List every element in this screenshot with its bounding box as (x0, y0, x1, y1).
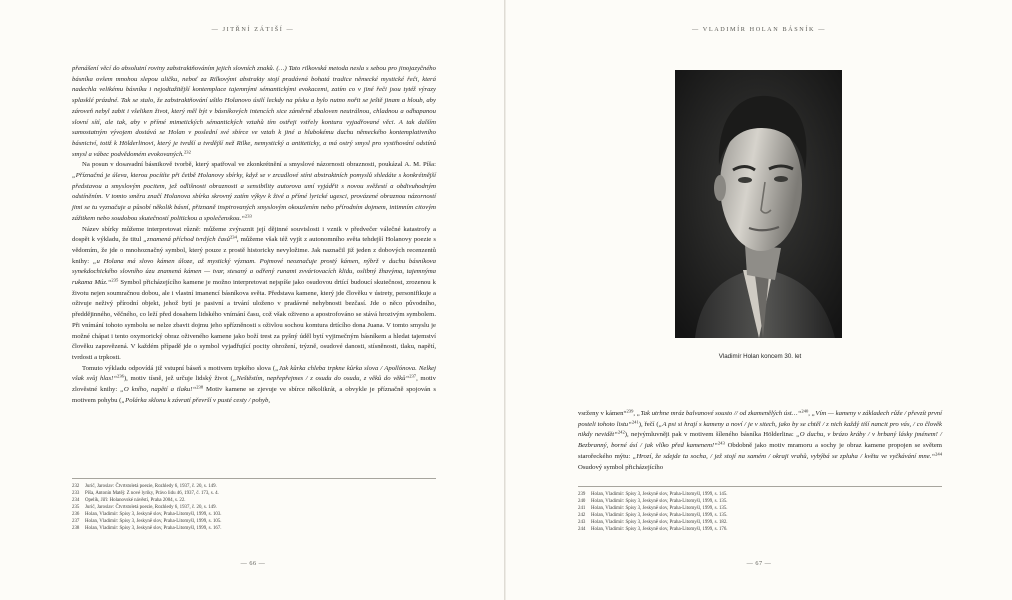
text-run: ), řečí ( (638, 420, 659, 428)
footnote-number: 235 (72, 505, 80, 510)
photo-caption: Vladimír Holan koncem 30. let (718, 353, 802, 360)
footnote-reference: 242 (617, 429, 625, 435)
footnote-number: 236 (72, 512, 80, 517)
portrait-image (675, 70, 842, 338)
portrait-photo (675, 70, 842, 338)
footnote-reference: 243 (717, 440, 725, 446)
quotation: „znamená příchod tvrdých časů (143, 236, 230, 244)
footnote-reference: 237 (409, 373, 417, 379)
footnote-text: Opelík, Jiří: Holanovské návěstí, Praha 2004, s. 22. (85, 498, 186, 503)
text-run: , motiv zlověstné knihy: (72, 375, 437, 394)
quotation: „Vím — kameny v základech růže / převzít první posteli tohoto listu“ (578, 410, 943, 428)
footnote-reference: 233 (244, 213, 252, 219)
text-run: Motiv kamene se zjevuje ve sbírce několikrát, a obvykle je příznačně spojován s motivem pohybu ( (72, 386, 436, 404)
quotation: „O kního, napětí a tlaku!“ (120, 386, 197, 394)
footnote-reference: 236 (117, 373, 124, 379)
footnote (72, 497, 436, 504)
footnote (578, 505, 942, 512)
quotation: „Jak kůrka chleba trpkne kůrka slova / Apollónova. Nelkej však svůj hlas!“ (72, 364, 436, 383)
footnote-number: 234 (72, 498, 80, 503)
footnote-number: 239 (578, 492, 586, 497)
footnote-number: 244 (578, 527, 586, 532)
footnote (578, 512, 942, 519)
quotation: „Tak utrhne mráz balvanové sousto // od zkamenělých úst…“ (636, 410, 802, 417)
footnote (72, 504, 436, 511)
text-run: , (808, 410, 812, 417)
text-run: ), motiv tísně, jež určuje lidský život ( (123, 375, 233, 383)
folio-left: — 66 — (240, 560, 266, 567)
footnote-text: Holan, Vladimír: Spisy 3, Jeskyně slov, Praha-Litomyšl, 1999, s. 105. (85, 519, 222, 524)
footnote-text: Holan, Vladimír: Spisy 3, Jeskyně slov, Praha-Litomyšl, 1999, s. 145. (591, 492, 728, 497)
paragraph (72, 364, 436, 407)
footnote-text: Holan, Vladimír: Spisy 3, Jeskyně slov, Praha-Litomyšl, 1999, s. 167. (85, 526, 222, 531)
footnote (578, 491, 942, 498)
text-run: Symbol přicházejícího kamene je možno interpretovat nejspíše jako osudovou drtící budoucí skutečnost, zrozenou k životu nejen soumračnou dobou, ale i vlastní imanencí básníkova světa. Představa kamene, který jde člověku v ústrety, personifikuje a oživuje neživý přírodní objekt, jehož bytí je pasivní a trvání uloženo v pradávné nehybnosti bezčasí. Jde o něco původního, předdějinného, věčného, co leží před dosahem lidského vnímání času, což však oživeno a apostrofováno se stává hrozivým symbolem. Při vnímání tohoto symbolu se nelze zbavit dojmu jeho spřízněnosti s oživlou sochou komtura drtícího dona Juana. V tomto smyslu je možné chápat i tento oxymorický obraz oživeného kamene jako boží trest za pyšný úděl bytí vyjimečným básníkem a hledat tajemství člověku zapovězená. V každém případě jde o symbol vyjadřující pocity ohrožení, trýzně, osudové danosti, stísněnosti, tlaku, napětí, tvrdosti a trpkosti. (72, 279, 437, 361)
footnote (578, 519, 942, 526)
footnote-number: 233 (72, 491, 80, 496)
running-head-right: — VLADIMÍR HOLAN BÁSNÍK — (691, 26, 827, 33)
footnote-text: Holan, Vladimír: Spisy 3, Jeskyně slov, Praha-Litomyšl, 1999, s. 182. (591, 520, 728, 525)
text-run: vsrženy v kámen“ (578, 410, 627, 417)
footnote-reference: 238 (196, 384, 204, 390)
text-run: , (633, 410, 637, 417)
left-body-text (72, 64, 436, 407)
quotation: „Polárka sklonu k závratí převrší v pusté cesty / pohyb, (121, 396, 271, 404)
quotation: „A psi si hrají s kameny a noví / je v sitech, jako by se chtěl / z nich každý tiší nancit pro vás, / co člověk nikdy nevidět“ (578, 420, 942, 439)
footnote-text: Holan, Vladimír: Spisy 3, Jeskyně slov, Praha-Litomyšl, 1999, s. 135. (591, 499, 728, 504)
paragraph (72, 225, 436, 364)
text-run: , můžeme však též vyjít z autonomního světa tehdejší Holanovy poezie s vědomím, že jde o mnohoznačný symbol, který pouze z prostě historicky nevyložime. Jak naznačil již jeden z dobových recenzentů knihy: (72, 236, 436, 265)
footnote-number: 237 (72, 519, 80, 524)
footnote-reference: 232 (183, 149, 191, 155)
quotation: „Neštěstím, nepřepřejmes / z osudu do osudu, z věků do věků“ (232, 375, 410, 383)
footnote-reference: 239 (626, 408, 634, 414)
footnote (72, 525, 436, 532)
footnote (72, 483, 436, 490)
text-run: přenášení věcí do absolutní roviny zabstraktňováním jejich slovních znaků. (…) Tato rilkovská metoda nesla s sebou pro jinojazyčného básníka ovšem mnohou slepou uličku, neboť za Rilkovými abstrakty stojí pradávná bohatá tradice německé mystické řeči, která nadechla velikému básníku i nejodtažitější kontemplace tajemnými sémantickými evokacemi, zatím co v jiné řeči jsou tytéž výrazy splasklé prázdné. Tak se stalo, že zabstraktňování uštlo Holanovo úsilí leckdy na písku a bylo nutno nořit se ještě jinam a hloub, aby zároveň nebyl zabit i všeliken život, který měl být v básníkových intencích sice záměrně zbaloven neutrálnou, chladnou a odhapanou slovní sítí, ale tak, aby v přímé mimetických sémantických vztahů tím ostřeji vstřely konturu vyjadřované věci. A tak dalším samostatným vývojem dostává se Holan v poslední své sbírce ve vztah k jiné a hlubokému duchu německého kontemplativního básnictví, totiž k Hölderlinovi, který je tvrdší a tvrdější než Rilke, nemystický a antiteticky, a má ostrý smysl pro vystihování odstínů smysl a vábec podvědomém evokovaných. (72, 65, 436, 158)
text-run: Tomuto výkladu odpovídá již vstupní báseň s motivem trpkého slova ( (82, 364, 276, 372)
quotation: „O duchu, v brázo kráby / v hrbaný lásky jménem! / Bezbranný, borné ásí / jak vlíko před kamenem!“ (578, 431, 943, 450)
footnote-text: Holan, Vladimír: Spisy 3, Jeskyně slov, Praha-Litomyšl, 1999, s. 176. (591, 527, 728, 532)
footnote (578, 498, 942, 505)
footnote-reference: 240 (801, 408, 809, 414)
paragraph (72, 64, 436, 160)
text-run: ), nejvýmluvněji pak v motivem šíleného básníka Hölderlina: (624, 431, 797, 439)
right-body-text (578, 409, 942, 473)
left-footnotes (72, 478, 436, 532)
footnote-number: 240 (578, 499, 586, 504)
footnote-number: 243 (578, 520, 586, 525)
footnote-number: 238 (72, 526, 80, 531)
footnote-text: Jurič, Jaroslav: Čtvrtstoletá poezie, Rozhledy 6, 1937, č. 20, s. 149. (85, 505, 217, 510)
footnote-number: 242 (578, 513, 586, 518)
footnote (72, 490, 436, 497)
footnote-text: Píša, Antonín Matěj: Z nové lyriky, Právo lidu 46, 1937, č. 173, s. 4. (85, 491, 219, 496)
footnote-text: Jurič, Jaroslav: Čtvrtstoletá poezie, Rozhledy 6, 1937, č. 20, s. 149. (85, 484, 217, 489)
footnote-reference: 234 (230, 234, 237, 240)
footnote-number: 241 (578, 506, 586, 511)
quotation: „Hrozí, že sdejde ta socha, / jež stojí na samém / okraji vrahů, vybýbá se zpluha / květu ve vyčkávání mne.“ (632, 452, 936, 460)
quotation: „Příznačná je úleva, kterou pocítíte při četbě Holanovy sbírky, když se v zrcadlové stíni abstraktních pomyslů shledáte s konkrétnější představou a smyslovým pocitem, jež odlišnosti obraznosti a sensibility autorova umí vyjádřit s novou svěžestí a obdivuhodným odstíněním. V tomto směru značí Holanova sbírka skrovný zatím výkyv k živé a přímé lyrické ugesci, provázené obraznou názorností jimi se tu vyznačuje a působí několik básní, přiznaně inspirovaných smyslovým okouzlením nebo přírodním dojmem, intimním citovým zážitkem nebo soudobou skutečností politickou a společenskou.“ (72, 172, 436, 222)
footnote-reference: 235 (111, 277, 119, 283)
footnote (72, 511, 436, 518)
footnote-text: Holan, Vladimír: Spisy 3, Jeskyně slov, Praha-Litomyšl, 1999, s. 135. (591, 506, 728, 511)
paragraph (72, 160, 436, 224)
footnote (578, 526, 942, 533)
footnote (72, 518, 436, 525)
folio-right: — 67 — (746, 560, 772, 567)
text-run: Obdobně jako motiv mramoru a sochy je obraz kamene propojen se světem starořeckého mýtu: (578, 442, 942, 460)
running-head-left: — JITŘNÍ ZÁTIŠÍ — (211, 26, 295, 33)
quotation: „u Holana má slovo kámen úloze, až mystický význam. Pojmové neoznačuje prostý kámen, nýbrž v duchu básníkova synekdochického slovního úzu znamená kámen — tvar, stesaný a odřený runami zvváriovacích klidu, oslibný žhavýma, tajemnýma rukama Múz.“ (72, 257, 436, 287)
text-run: Osudový symbol přicházejícího (578, 463, 664, 471)
footnote-reference: 244 (935, 451, 942, 457)
footnote-number: 232 (72, 484, 80, 489)
footnote-text: Holan, Vladimír: Spisy 3, Jeskyně slov, Praha-Litomyšl, 1999, s. 103. (85, 512, 222, 517)
text-run: Název sbírky můžeme interpretovat různě: můžeme zvýraznit její dějinné souvislosti i vznik v předvečer válečné katastrofy a dospět k výkladu, že titul (72, 225, 436, 244)
right-footnotes (578, 486, 942, 533)
right-page (506, 0, 1012, 600)
footnote-text: Holan, Vladimír: Spisy 3, Jeskyně slov, Praha-Litomyšl, 1999, s. 135. (591, 513, 728, 518)
text-run: Na posun v dosavadní básnikově tvorbě, který spatřoval ve zkonkrétnění a smyslové názornosti obraznosti, poukázal A. M. Píša: (82, 161, 436, 169)
paragraph (578, 409, 942, 473)
footnote-reference: 241 (631, 419, 639, 425)
